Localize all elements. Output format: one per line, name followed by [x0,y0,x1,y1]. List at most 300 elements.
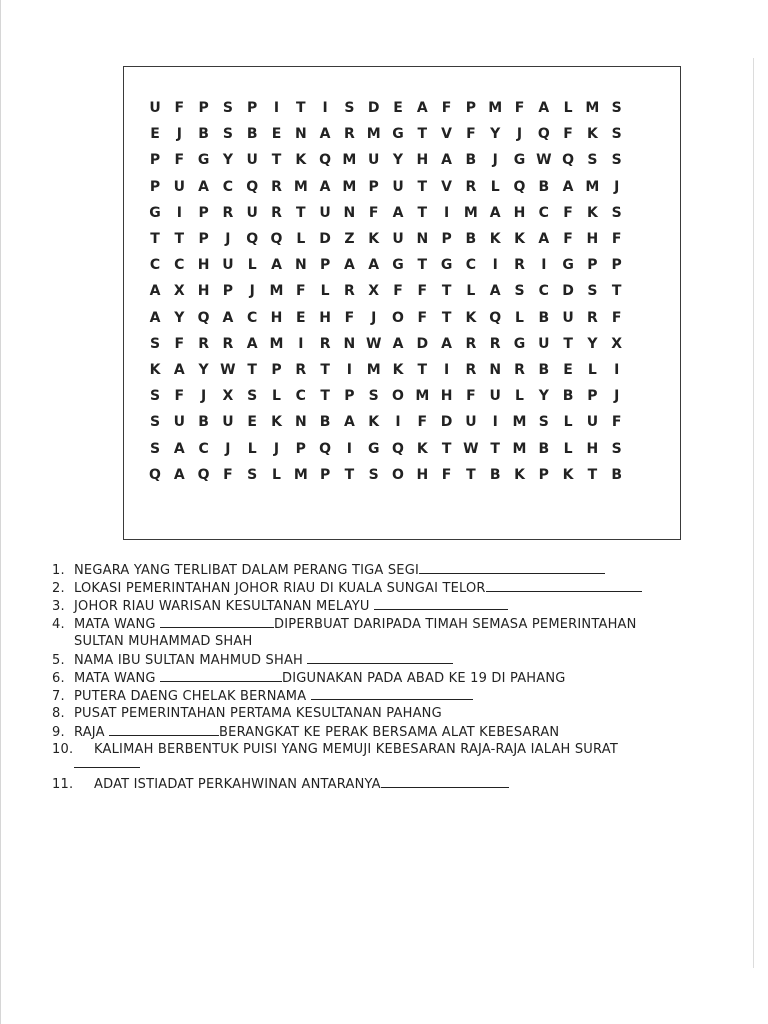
grid-cell[interactable]: U [222,257,234,274]
grid-cell[interactable]: R [465,362,477,378]
grid-cell[interactable]: Q [562,152,575,169]
grid-cell[interactable]: R [271,178,282,195]
grid-cell[interactable]: A [173,440,185,457]
grid-cell[interactable]: C [295,388,306,405]
grid-cell[interactable]: F [563,126,573,143]
grid-cell[interactable]: K [149,362,161,378]
grid-cell[interactable]: B [198,414,209,431]
grid-cell[interactable]: Y [490,126,501,143]
grid-cell[interactable]: E [150,126,160,143]
grid-cell[interactable]: L [490,178,500,195]
grid-cell[interactable]: P [198,100,209,116]
grid-cell[interactable]: B [465,152,477,169]
grid-cell[interactable]: T [587,466,598,483]
grid-cell[interactable]: K [586,126,598,143]
grid-cell[interactable]: K [416,440,428,457]
grid-cell[interactable]: C [174,257,185,274]
grid-cell[interactable]: K [392,362,404,378]
grid-cell[interactable]: J [200,388,207,405]
grid-cell[interactable]: G [562,257,574,274]
grid-cell[interactable]: M [512,440,527,457]
grid-cell[interactable]: U [538,335,550,352]
grid-cell[interactable]: Y [222,152,233,169]
grid-cell[interactable]: J [492,152,498,169]
grid-cell[interactable]: S [222,100,233,116]
grid-cell[interactable]: Q [197,309,210,326]
grid-cell[interactable]: V [441,178,453,195]
grid-cell[interactable]: K [295,152,307,169]
grid-cell[interactable]: N [489,362,502,378]
grid-cell[interactable]: F [393,283,403,300]
grid-cell[interactable]: T [296,204,306,221]
grid-cell[interactable]: F [417,414,428,431]
grid-cell[interactable]: L [563,414,573,431]
grid-cell[interactable]: K [368,414,380,431]
grid-cell[interactable]: M [585,178,600,195]
grid-cell[interactable]: F [174,388,185,405]
answer-blank[interactable] [160,616,274,628]
grid-cell[interactable]: P [319,257,331,274]
grid-cell[interactable]: R [489,335,501,352]
grid-cell[interactable]: T [611,283,622,300]
grid-cell[interactable]: S [247,466,258,483]
grid-cell[interactable]: U [465,414,477,431]
grid-cell[interactable]: I [443,204,450,221]
grid-cell[interactable]: T [150,231,160,247]
grid-cell[interactable]: A [441,152,453,169]
grid-cell[interactable]: P [149,152,161,169]
grid-cell[interactable]: I [492,414,498,431]
grid-cell[interactable]: S [344,100,355,116]
grid-cell[interactable]: H [197,283,210,300]
grid-cell[interactable]: F [174,152,185,169]
grid-cell[interactable]: R [587,309,598,326]
grid-cell[interactable]: G [440,257,453,274]
grid-cell[interactable]: H [319,309,331,326]
grid-cell[interactable]: I [395,414,401,431]
grid-cell[interactable]: F [441,466,452,483]
grid-cell[interactable]: I [492,257,498,274]
grid-cell[interactable]: J [176,126,182,143]
grid-cell[interactable]: Q [246,231,259,247]
grid-cell[interactable]: A [198,178,210,195]
grid-cell[interactable]: S [514,283,525,300]
grid-cell[interactable]: E [271,126,282,143]
grid-cell[interactable]: X [222,388,234,405]
grid-cell[interactable]: A [392,204,404,221]
grid-cell[interactable]: S [611,204,622,221]
grid-cell[interactable]: B [538,362,550,378]
grid-cell[interactable]: F [417,309,428,326]
grid-cell[interactable]: I [322,100,328,116]
grid-cell[interactable]: I [346,362,352,378]
grid-cell[interactable]: Z [344,231,355,247]
grid-cell[interactable]: E [563,362,573,378]
answer-blank[interactable] [374,598,508,610]
grid-cell[interactable]: N [416,231,429,247]
grid-cell[interactable]: A [538,100,550,116]
grid-cell[interactable]: L [320,283,330,300]
grid-cell[interactable]: T [174,231,185,247]
grid-cell[interactable]: N [343,335,356,352]
grid-cell[interactable]: F [466,126,476,143]
grid-cell[interactable]: L [515,388,524,405]
answer-blank[interactable] [419,562,605,574]
grid-cell[interactable]: L [247,440,257,457]
grid-cell[interactable]: B [465,231,477,247]
grid-cell[interactable]: A [246,335,258,352]
grid-cell[interactable]: P [538,466,549,483]
grid-cell[interactable]: Y [392,152,404,169]
grid-cell[interactable]: U [392,231,404,247]
grid-cell[interactable]: H [586,231,599,247]
grid-cell[interactable]: K [514,466,525,483]
grid-cell[interactable]: X [611,335,623,352]
grid-cell[interactable]: T [417,178,428,195]
grid-cell[interactable]: K [271,414,282,431]
grid-cell[interactable]: H [416,466,429,483]
grid-cell[interactable]: J [225,440,231,457]
grid-cell[interactable]: A [368,257,380,274]
grid-cell[interactable]: F [514,100,525,116]
grid-cell[interactable]: F [368,204,379,221]
answer-blank[interactable] [109,724,219,736]
grid-cell[interactable]: R [344,283,355,300]
grid-cell[interactable]: T [417,126,428,143]
grid-cell[interactable]: F [174,335,185,352]
grid-cell[interactable]: H [270,309,283,326]
answer-blank[interactable] [311,688,473,700]
grid-cell[interactable]: T [320,388,330,405]
grid-cell[interactable]: R [465,178,477,195]
grid-cell[interactable]: D [440,414,453,431]
grid-cell[interactable]: U [489,388,501,405]
grid-cell[interactable]: S [149,335,161,352]
grid-cell[interactable]: T [563,335,573,352]
grid-cell[interactable]: O [392,309,404,326]
grid-cell[interactable]: F [563,231,573,247]
grid-cell[interactable]: X [368,283,380,300]
grid-cell[interactable]: Q [489,309,502,326]
grid-cell[interactable]: T [441,440,452,457]
grid-cell[interactable]: G [149,204,161,221]
grid-cell[interactable]: L [466,283,476,300]
grid-cell[interactable]: S [587,283,598,300]
grid-cell[interactable]: U [319,204,331,221]
grid-cell[interactable]: G [513,335,526,352]
grid-cell[interactable]: A [319,126,331,143]
grid-cell[interactable]: M [293,466,308,483]
grid-cell[interactable]: A [538,231,550,247]
grid-cell[interactable]: C [247,309,258,326]
grid-cell[interactable]: J [273,440,280,457]
grid-cell[interactable]: R [222,335,234,352]
grid-cell[interactable]: R [319,335,331,352]
grid-cell[interactable]: L [563,440,573,457]
grid-cell[interactable]: P [465,100,477,116]
answer-blank[interactable] [307,652,453,664]
answer-blank[interactable] [381,776,509,788]
grid-cell[interactable]: F [417,283,428,300]
grid-cell[interactable]: U [586,414,599,431]
grid-cell[interactable]: S [149,388,161,405]
grid-cell[interactable]: I [346,440,352,457]
grid-cell[interactable]: J [371,309,377,326]
grid-cell[interactable]: H [440,388,453,405]
grid-cell[interactable]: W [463,440,479,457]
grid-cell[interactable]: Y [538,388,549,405]
grid-cell[interactable]: C [222,178,234,195]
grid-cell[interactable]: J [614,388,620,405]
grid-cell[interactable]: S [222,126,233,143]
grid-cell[interactable]: B [611,466,623,483]
grid-cell[interactable]: P [222,283,234,300]
grid-cell[interactable]: T [417,204,428,221]
grid-cell[interactable]: P [611,257,622,274]
grid-cell[interactable]: U [368,152,380,169]
grid-cell[interactable]: M [512,414,527,431]
grid-cell[interactable]: P [198,231,209,247]
grid-cell[interactable]: L [587,362,597,378]
grid-cell[interactable]: U [392,178,404,195]
grid-cell[interactable]: S [247,388,258,405]
grid-cell[interactable]: N [294,126,307,143]
grid-cell[interactable]: A [149,309,161,326]
grid-cell[interactable]: A [149,283,161,300]
grid-cell[interactable]: H [586,440,599,457]
grid-cell[interactable]: P [587,388,598,405]
grid-cell[interactable]: T [296,100,306,116]
grid-cell[interactable]: E [296,309,306,326]
grid-cell[interactable]: O [392,466,404,483]
grid-cell[interactable]: I [298,335,304,352]
grid-cell[interactable]: S [611,100,622,116]
grid-cell[interactable]: U [173,178,185,195]
grid-cell[interactable]: O [392,388,404,405]
grid-cell[interactable]: F [563,204,573,221]
grid-cell[interactable]: B [562,388,574,405]
grid-cell[interactable]: S [611,440,622,457]
grid-cell[interactable]: A [271,257,282,274]
grid-cell[interactable]: C [465,257,477,274]
grid-cell[interactable]: C [538,204,549,221]
grid-cell[interactable]: M [366,362,381,378]
grid-cell[interactable]: P [319,466,331,483]
grid-cell[interactable]: G [392,126,404,143]
grid-cell[interactable]: Y [198,362,209,378]
grid-cell[interactable]: P [247,100,258,116]
grid-cell[interactable]: S [611,152,622,169]
grid-cell[interactable]: F [174,100,185,116]
grid-cell[interactable]: C [198,440,209,457]
grid-cell[interactable]: L [247,257,257,274]
grid-cell[interactable]: M [366,126,381,143]
grid-cell[interactable]: U [149,100,161,116]
grid-cell[interactable]: A [173,362,185,378]
grid-cell[interactable]: P [344,388,355,405]
grid-cell[interactable]: L [272,466,281,483]
grid-cell[interactable]: R [514,257,525,274]
grid-cell[interactable]: M [269,335,284,352]
grid-cell[interactable]: P [587,257,598,274]
grid-cell[interactable]: R [198,335,209,352]
grid-cell[interactable]: T [271,152,282,169]
grid-cell[interactable]: E [393,100,403,116]
grid-cell[interactable]: R [514,362,525,378]
grid-cell[interactable]: D [367,100,380,116]
grid-cell[interactable]: B [319,414,331,431]
grid-cell[interactable]: F [611,231,622,247]
grid-cell[interactable]: K [514,231,525,247]
answer-blank[interactable] [74,756,140,768]
grid-cell[interactable]: P [368,178,379,195]
grid-cell[interactable]: Y [174,309,185,326]
grid-cell[interactable]: R [222,204,234,221]
grid-cell[interactable]: S [611,126,622,143]
grid-cell[interactable]: B [489,466,501,483]
grid-cell[interactable]: T [320,362,330,378]
grid-cell[interactable]: B [538,440,550,457]
grid-cell[interactable]: Q [149,466,161,483]
grid-cell[interactable]: P [295,440,306,457]
grid-cell[interactable]: N [294,257,307,274]
grid-cell[interactable]: A [562,178,574,195]
grid-cell[interactable]: B [246,126,258,143]
grid-cell[interactable]: Q [513,178,526,195]
grid-cell[interactable]: A [441,335,453,352]
grid-cell[interactable]: F [611,309,622,326]
grid-cell[interactable]: L [296,231,306,247]
grid-cell[interactable]: S [538,414,549,431]
grid-cell[interactable]: S [368,466,379,483]
grid-cell[interactable]: W [536,152,552,169]
grid-cell[interactable]: P [198,204,209,221]
grid-cell[interactable]: D [562,283,574,300]
grid-cell[interactable]: G [367,440,380,457]
grid-cell[interactable]: Q [246,178,259,195]
grid-cell[interactable]: M [269,283,284,300]
grid-cell[interactable]: L [272,388,281,405]
grid-cell[interactable]: R [295,362,307,378]
grid-cell[interactable]: M [415,388,430,405]
grid-cell[interactable]: U [562,309,574,326]
grid-cell[interactable]: W [220,362,236,378]
grid-cell[interactable]: R [344,126,355,143]
grid-cell[interactable]: D [319,231,331,247]
grid-cell[interactable]: K [489,231,501,247]
grid-cell[interactable]: Q [270,231,283,247]
grid-cell[interactable]: K [368,231,380,247]
grid-cell[interactable]: A [489,283,501,300]
answer-blank[interactable] [160,670,282,682]
grid-cell[interactable]: B [538,178,550,195]
grid-cell[interactable]: I [273,100,280,116]
grid-cell[interactable]: F [611,414,622,431]
grid-cell[interactable]: S [368,388,379,405]
grid-cell[interactable]: W [365,335,382,352]
grid-cell[interactable]: F [466,388,476,405]
grid-cell[interactable]: P [441,231,452,247]
grid-cell[interactable]: M [342,178,357,195]
grid-cell[interactable]: G [513,152,526,169]
grid-cell[interactable]: T [417,257,428,274]
grid-cell[interactable]: D [416,335,429,352]
grid-cell[interactable]: A [416,100,428,116]
grid-cell[interactable]: L [563,100,573,116]
grid-cell[interactable]: B [198,126,209,143]
grid-cell[interactable]: G [392,257,404,274]
grid-cell[interactable]: A [173,466,185,483]
grid-cell[interactable]: F [441,100,452,116]
grid-cell[interactable]: S [587,152,598,169]
grid-cell[interactable]: M [585,100,600,116]
grid-cell[interactable]: Q [197,466,210,483]
grid-cell[interactable]: Q [319,440,332,457]
grid-cell[interactable]: T [441,283,452,300]
grid-cell[interactable]: S [149,440,161,457]
grid-cell[interactable]: H [416,152,429,169]
grid-cell[interactable]: U [222,414,234,431]
grid-cell[interactable]: A [343,257,355,274]
grid-cell[interactable]: J [249,283,255,300]
grid-cell[interactable]: K [586,204,598,221]
grid-cell[interactable]: B [538,309,550,326]
grid-cell[interactable]: K [562,466,574,483]
grid-cell[interactable]: A [319,178,331,195]
grid-cell[interactable]: A [489,204,501,221]
grid-cell[interactable]: N [294,414,307,431]
grid-cell[interactable]: G [197,152,210,169]
grid-cell[interactable]: M [293,178,308,195]
grid-cell[interactable]: S [149,414,161,431]
grid-cell[interactable]: H [513,204,526,221]
grid-cell[interactable]: I [614,362,620,378]
grid-cell[interactable]: J [225,231,231,247]
grid-cell[interactable]: T [441,309,452,326]
grid-cell[interactable]: T [247,362,257,378]
grid-cell[interactable]: J [516,126,523,143]
grid-cell[interactable]: K [465,309,477,326]
grid-cell[interactable]: N [343,204,356,221]
grid-cell[interactable]: R [271,204,282,221]
grid-cell[interactable]: V [441,126,453,143]
grid-cell[interactable]: I [541,257,547,274]
grid-cell[interactable]: Y [587,335,598,352]
grid-cell[interactable]: T [344,466,355,483]
grid-cell[interactable]: U [246,204,258,221]
grid-cell[interactable]: M [463,204,478,221]
grid-cell[interactable]: X [173,283,185,300]
grid-cell[interactable]: A [222,309,234,326]
grid-cell[interactable]: P [149,178,161,195]
grid-cell[interactable]: A [343,414,355,431]
grid-cell[interactable]: P [271,362,282,378]
grid-cell[interactable]: F [344,309,355,326]
grid-cell[interactable]: M [488,100,503,116]
grid-cell[interactable]: Q [392,440,404,457]
grid-cell[interactable]: F [296,283,306,300]
grid-cell[interactable]: T [466,466,476,483]
grid-cell[interactable]: C [538,283,549,300]
grid-cell[interactable]: I [176,204,182,221]
grid-cell[interactable]: E [247,414,257,431]
grid-cell[interactable]: T [490,440,500,457]
grid-cell[interactable]: Q [537,126,550,143]
grid-cell[interactable]: Q [319,152,332,169]
grid-cell[interactable]: M [342,152,357,169]
grid-cell[interactable]: A [392,335,404,352]
grid-cell[interactable]: J [614,178,620,195]
